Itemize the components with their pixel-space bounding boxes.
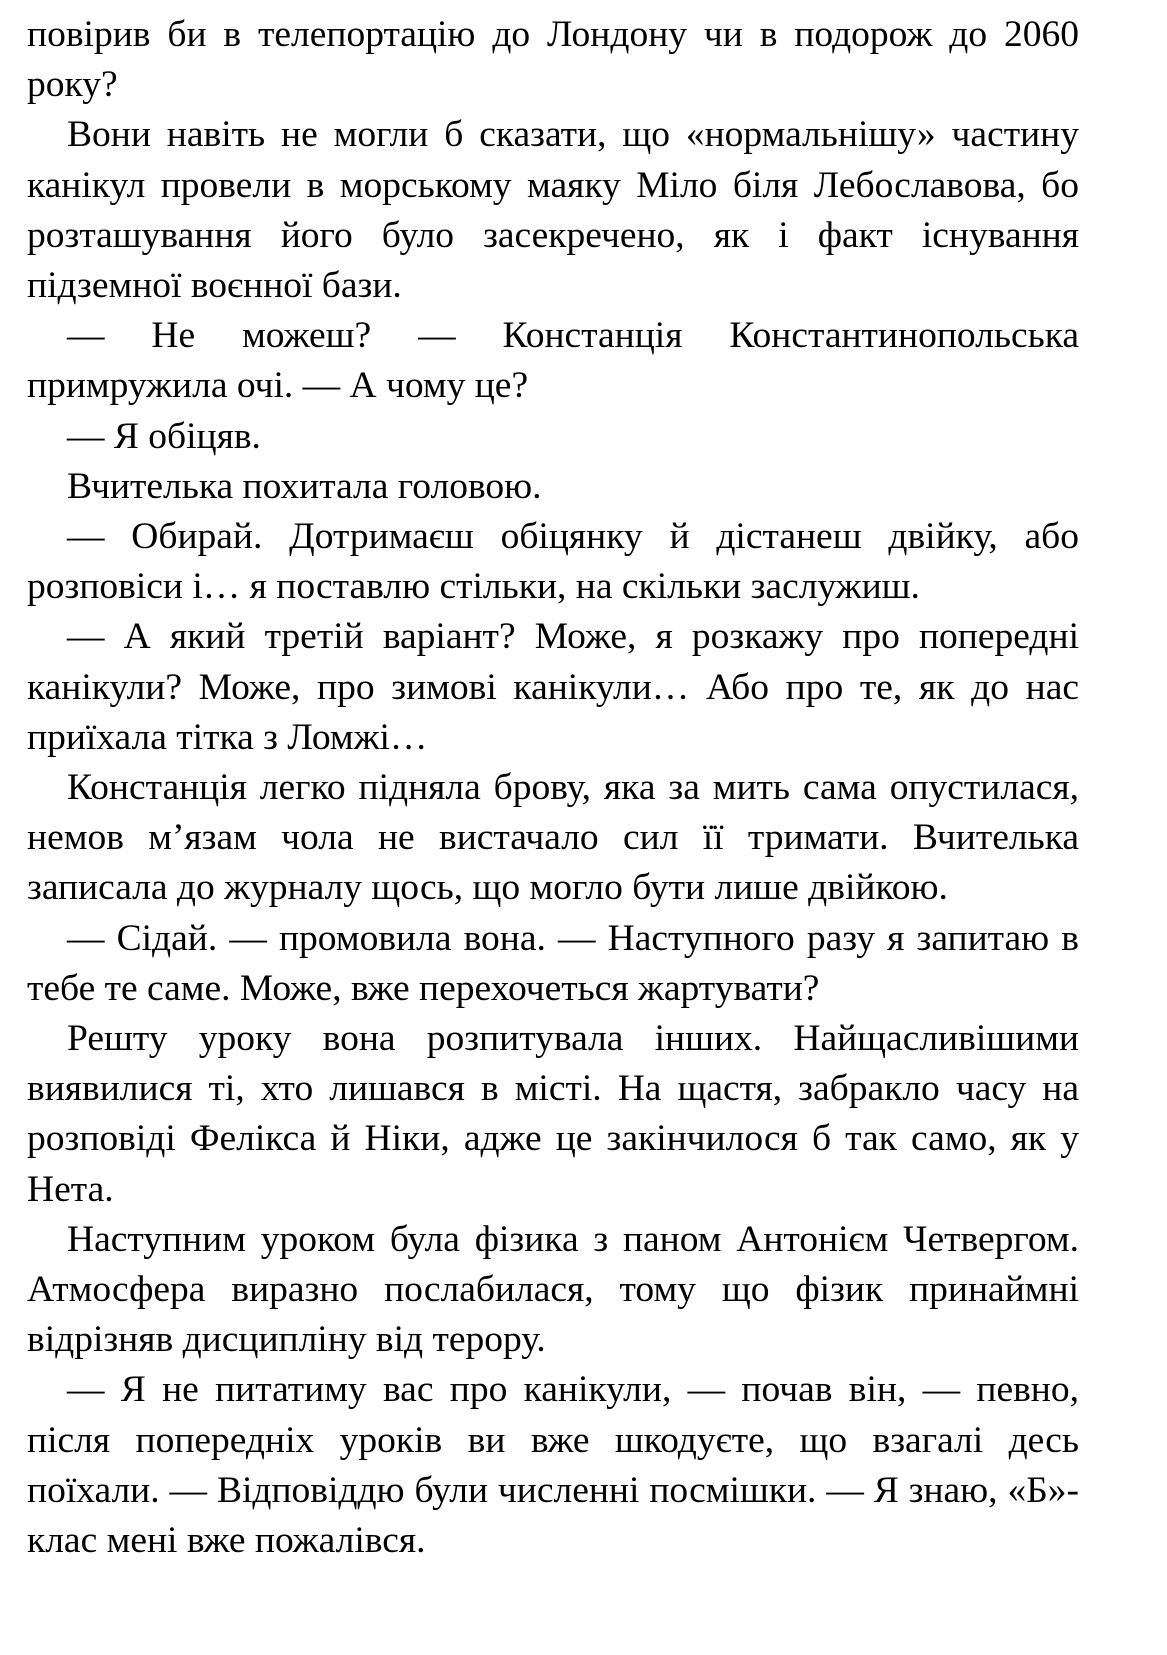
paragraph: Вчителька похитала головою. [67,465,542,507]
paragraph: Решту уроку вона розпитувала інших. Найщасливішими виявилися ті, хто лишався в місті. На щастя, забракло часу на розповіді Фелікса й Ніки, адже це закінчилося б так само, як у Нета. [27,1018,1079,1210]
dialogue-line: — Я не питатиму вас про канікули, — почав він, — певно, після попередніх уроків ви вже шкодуєте, що взагалі десь поїхали. — Відповіддю були численні посмішки. — Я знаю, «Б»-клас мені вже пожалівся. [27,1369,1079,1562]
dialogue-line: — А який третій варіант? Може, я розкажу про попередні канікули? Може, про зимові канікули… Або про те, як до нас приїхала тітка з Ломжі… [27,616,1079,758]
book-page [27,10,1079,1566]
paragraph-continuation: повірив би в телепортацію до Лондону чи в подорож до 2060 року? [27,14,1079,106]
paragraph: Наступним уроком була фізика з паном Антонієм Четвергом. Атмосфера виразно послабилася, тому що фізик принаймні відрізняв дисципліну від терору. [27,1218,1079,1361]
paragraph: Констанція легко підняла брову, яка за мить сама опустилася, немов м’язам чола не вистачало сил її тримати. Вчителька записала до журналу щось, що могло бути лише двійкою. [27,767,1079,909]
paragraph: Вони навіть не могли б сказати, що «нормальнішу» частину канікул провели в морському маяку Міло біля Лебославова, бо розташування його було засекречено, як і факт існування підземної воєнної бази. [27,114,1079,307]
dialogue-line: — Не можеш? — Констанція Константинопольська примружила очі. — А чому це? [27,315,1079,407]
dialogue-line: — Сідай. — промовила вона. — Наступного разу я запитаю в тебе те саме. Може, вже перехочеться жартувати? [27,917,1079,1009]
dialogue-line: — Я обіцяв. [67,415,261,457]
dialogue-line: — Обирай. Дотримаєш обіцянку й дістанеш двійку, або розповіси і… я поставлю стільки, на скільки заслужиш. [27,516,1079,608]
